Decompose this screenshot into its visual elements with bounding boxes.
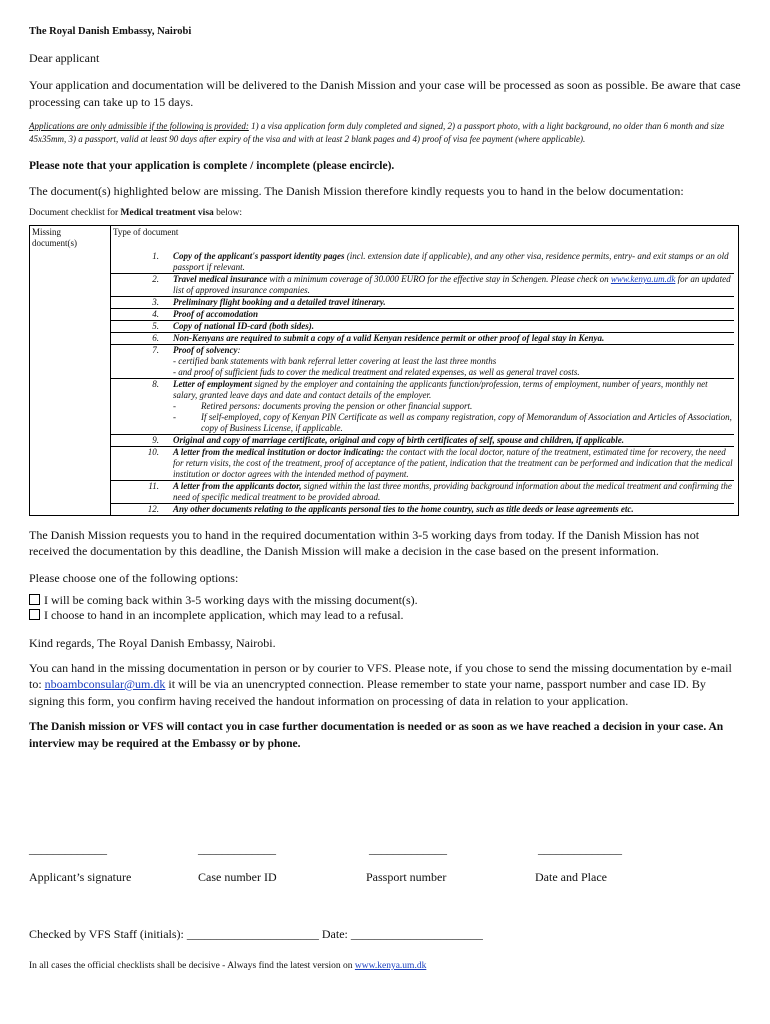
item-text: [173, 435, 734, 446]
item-number: 1.: [152, 250, 159, 261]
date-place-label: Date and Place: [535, 870, 607, 884]
item-text: [173, 321, 734, 332]
item-number: 2.: [152, 273, 159, 284]
item-subline: - and proof of sufficient fuds to cover the medical treatment and related expenses, as well as general travel costs.: [173, 366, 580, 377]
item-dash-line: - If self-employed, copy of Kenyan PIN Certificate as well as company registration, copy of Memorandum of Association and Articles of Association, copy of Business License, if applicable.: [173, 412, 734, 434]
item-text: [173, 379, 734, 434]
item-number: 12.: [147, 503, 159, 514]
visa-type: Medical treatment visa: [120, 207, 214, 218]
item-text: [173, 297, 734, 308]
missing-cell[interactable]: [30, 481, 111, 504]
item-text: [173, 309, 734, 320]
table-header-row: [30, 225, 739, 251]
missing-cell[interactable]: [30, 345, 111, 379]
missing-header: Missing document(s): [30, 225, 111, 251]
passport-number-label: Passport number: [366, 870, 447, 884]
greeting: Dear applicant: [29, 51, 100, 65]
admissible-text: 1) a visa application form duly completed and signed, 2) a passport photo, with a light background, no older than 6 month and size 45x35mm, 3) a passport, valid at least 90 days after expiry of the visa and with at least 2 blank pages and 4) proof of visa fee payment (where applicable).: [29, 121, 725, 144]
table-row: [30, 297, 739, 309]
insurance-link[interactable]: www.kenya.um.dk: [610, 273, 676, 284]
item-text: [173, 333, 734, 344]
missing-cell[interactable]: [30, 321, 111, 333]
item-text: [173, 251, 734, 273]
item-dash-text: Retired persons: documents proving the pension or other financial support.: [201, 400, 473, 411]
case-number-label: Case number ID: [198, 870, 277, 884]
table-row: [30, 309, 739, 321]
item-detail: with a minimum coverage of 30.000 EURO for the effective stay in Schengen. Please check on: [267, 273, 611, 284]
item-text: [173, 345, 734, 378]
missing-cell[interactable]: [30, 333, 111, 345]
table-row: [30, 251, 739, 274]
item-title: A letter from the medical institution or doctor indicating:: [173, 446, 385, 457]
document-page: [29, 26, 741, 762]
item-title: Copy of the applicant's passport identity pages: [173, 250, 345, 261]
item-detail: signed within the last three months, providing background information about the medical treatment and confirming the need of specific medical treatment to be provided abroad.: [173, 480, 732, 502]
item-title: Proof of accomodation: [173, 308, 258, 319]
item-title: Any other documents relating to the applicants personal ties to the home country, such as title deeds or lease agreements etc.: [173, 503, 634, 514]
table-row: [30, 481, 739, 504]
complete-note: Please note that your application is complete / incomplete (please encircle).: [29, 160, 395, 172]
item-subline: - certified bank statements with bank referral letter covering at least the last three months: [173, 355, 497, 366]
missing-cell[interactable]: [30, 504, 111, 516]
item-text: [173, 274, 734, 296]
regards: Kind regards, The Royal Danish Embassy, Nairobi.: [29, 636, 276, 650]
item-title: Letter of employment: [173, 378, 252, 389]
checked-by-vfs: Checked by VFS Staff (initials): ______________________ Date: ______________________: [29, 927, 483, 941]
item-number: 7.: [152, 344, 159, 355]
option-1-checkbox[interactable]: [29, 594, 40, 605]
choose-options: Please choose one of the following options:: [29, 570, 239, 585]
item-title: Copy of national ID-card (both sides).: [173, 320, 315, 331]
missing-cell[interactable]: [30, 447, 111, 481]
deadline-paragraph: The Danish Mission requests you to hand in the required documentation within 3-5 working days from today. If the Danish Mission has not received the documentation by this deadline, the Danish Mission will make a decision in the case based on the present information.: [29, 527, 700, 558]
admissible-label: Applications are only admissible if the following is provided:: [29, 121, 249, 131]
item-title: Proof of solvency: [173, 344, 238, 355]
item-number: 11.: [148, 480, 159, 491]
item-detail: signed by the employer and containing the applicants function/profession, terms of employment, number of years, monthly net salary, granted leave days and date and contact details of the employer.: [173, 378, 708, 400]
table-row: [30, 333, 739, 345]
item-detail-2: for an updated list of approved insurance companies.: [173, 273, 731, 295]
contact-note: The Danish mission or VFS will contact you in case further documentation is needed or as soon as we have reached a decision in your case. An interview may be required at the Embassy or by phone.: [29, 721, 724, 750]
item-detail: (incl. extension date if applicable), and any other visa, residence permits, entry- and exit stamps or an old passport if relevant.: [173, 250, 729, 272]
checklist-items: [30, 251, 739, 516]
item-title: Preliminary flight booking and a detailed travel itinerary.: [173, 296, 386, 307]
item-title: Original and copy of marriage certificate, original and copy of birth certificates of self, spouse and children, if applicable.: [173, 434, 624, 445]
missing-cell[interactable]: [30, 297, 111, 309]
admissible-paragraph: [29, 120, 741, 146]
signature-line-1: _____________: [29, 842, 107, 856]
item-number: 6.: [152, 332, 159, 343]
item-text: [173, 481, 734, 503]
missing-cell[interactable]: [30, 309, 111, 321]
applicant-signature-label: Applicant’s signature: [29, 870, 132, 884]
table-row: [30, 504, 739, 516]
missing-cell[interactable]: [30, 274, 111, 297]
item-text: [173, 447, 734, 480]
type-header: Type of document: [113, 226, 179, 237]
missing-cell[interactable]: [30, 379, 111, 435]
signature-line-4: ______________: [538, 842, 622, 856]
signature-line-2: _____________: [198, 842, 276, 856]
item-text: [173, 504, 734, 515]
option-2: I choose to hand in an incomplete application, which may lead to a refusal.: [29, 608, 741, 623]
missing-cell[interactable]: [30, 435, 111, 447]
item-number: 8.: [152, 378, 159, 389]
handin-paragraph: You can hand in the missing documentation in person or by courier to VFS. Please note, if you chose to send the missing documentation by e-mail to: nboambconsular@um.dk it will be via an unencrypted connection. Please remember to state your name, passport number and case ID. By signing this form, you confirm having received the handout information on processing of data in relation to your application.: [29, 660, 732, 708]
footer-link[interactable]: www.kenya.um.dk: [354, 961, 427, 971]
signature-line-3: _____________: [369, 842, 447, 856]
footer: In all cases the official checklists shall be decisive - Always find the latest version on www.kenya.um.dk: [29, 961, 427, 971]
email-link[interactable]: nboambconsular@um.dk: [44, 677, 166, 691]
item-title: Non-Kenyans are required to submit a copy of a valid Kenyan residence permit or other proof of legal stay in Kenya.: [173, 332, 605, 343]
table-row: [30, 435, 739, 447]
item-number: 9.: [152, 434, 159, 445]
option-1: I will be coming back within 3-5 working days with the missing document(s).: [29, 593, 741, 608]
table-row: [30, 345, 739, 379]
item-number: 10.: [147, 446, 159, 457]
missing-note: The document(s) highlighted below are missing. The Danish Mission therefore kindly requests you to hand in the below documentation:: [29, 184, 684, 198]
missing-cell[interactable]: [30, 251, 111, 274]
item-number: 3.: [152, 296, 159, 307]
document-checklist-table: [29, 225, 739, 516]
item-detail: :: [237, 344, 241, 355]
option-2-checkbox[interactable]: [29, 609, 40, 620]
checklist-title: Document checklist for Medical treatment visa below:: [29, 207, 242, 218]
item-title: A letter from the applicants doctor,: [173, 480, 302, 491]
item-detail: the contact with the local doctor, nature of the treatment, estimated time for recovery, the need for return visits, the cost of the treatment, proof of acceptance of the patient, indication that the treatment can be performed and indication that the medical institution or doctor agrees with the intended method of payment.: [173, 446, 733, 479]
item-number: 4.: [152, 308, 159, 319]
item-title: Travel medical insurance: [173, 273, 268, 284]
table-row: [30, 379, 739, 435]
intro-paragraph: Your application and documentation will be delivered to the Danish Mission and your case will be processed as soon as possible. Be aware that case processing can take up to 15 days.: [29, 78, 741, 109]
table-row: [30, 447, 739, 481]
table-row: [30, 321, 739, 333]
item-number: 5.: [152, 320, 159, 331]
embassy-header: The Royal Danish Embassy, Nairobi: [29, 26, 192, 37]
table-row: [30, 274, 739, 297]
item-dash-text: If self-employed, copy of Kenyan PIN Certificate as well as company registration, copy of Memorandum of Association and Articles of Association, copy of Business License, if applicable.: [201, 411, 732, 433]
item-dash-line: - Retired persons: documents proving the pension or other financial support.: [173, 400, 473, 411]
